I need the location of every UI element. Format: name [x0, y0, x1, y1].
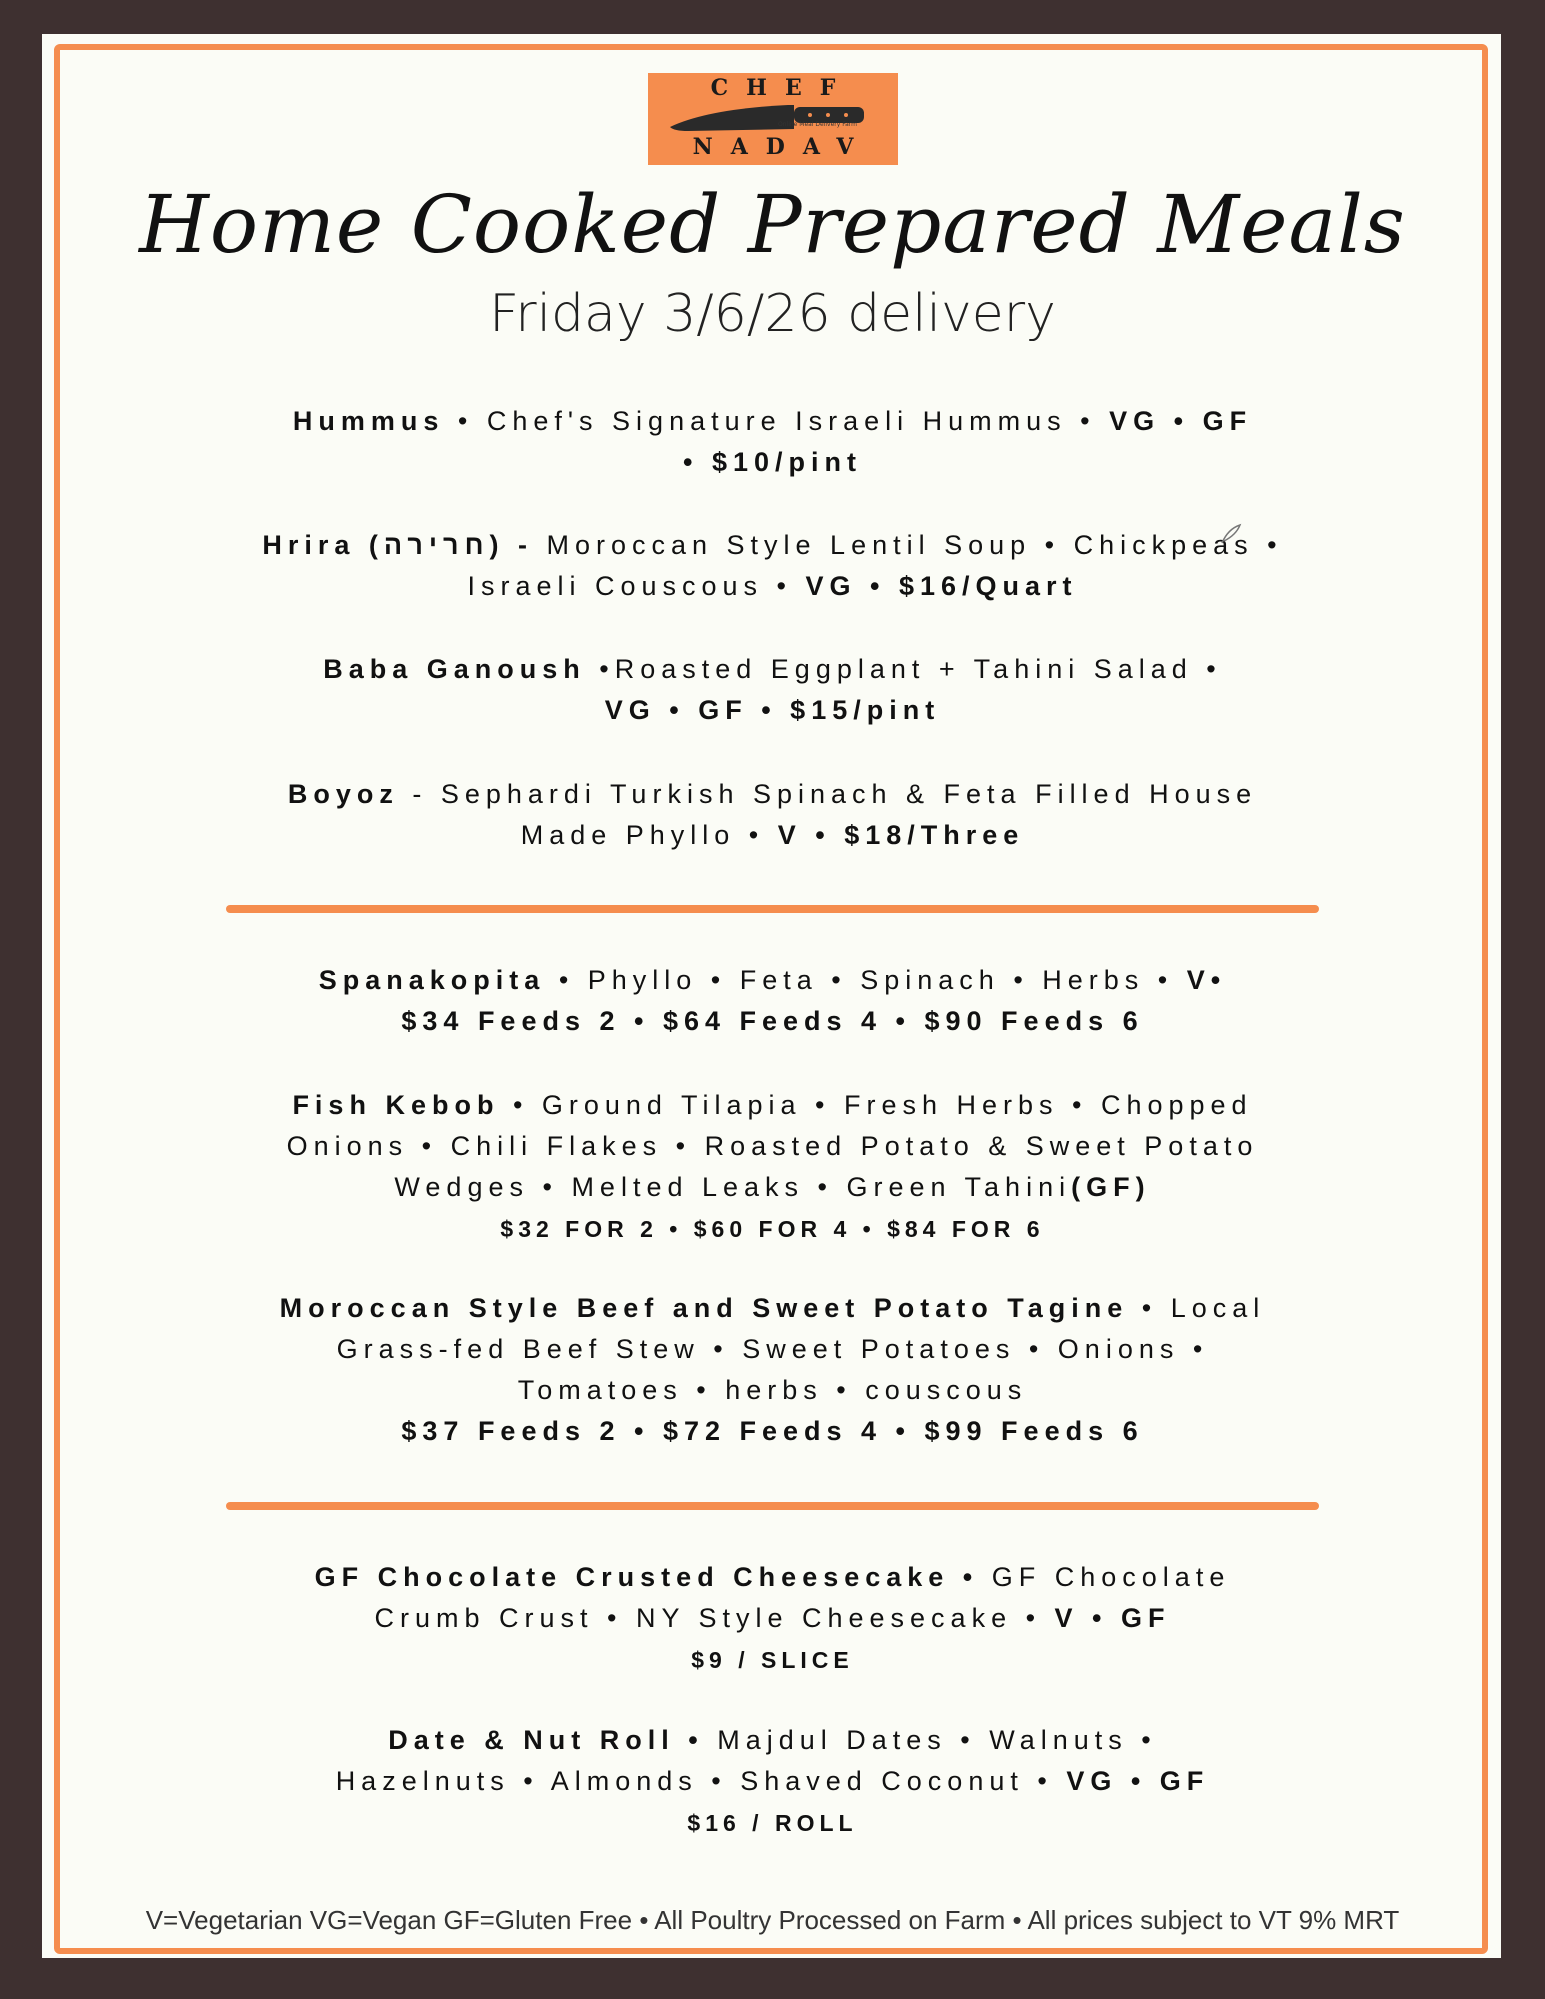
menu-item-fish-kebob	[200, 1085, 1345, 1249]
logo-bottom-text: NADAV	[692, 134, 872, 160]
item-tags: (GF)	[1071, 1172, 1151, 1202]
item-desc: Majdul Dates • Walnuts •	[703, 1725, 1157, 1755]
item-desc: Onions • Chili Flakes • Roasted Potato & Sweet Potato	[286, 1131, 1259, 1161]
item-desc: Hazelnuts • Almonds • Shaved Coconut •	[335, 1766, 1067, 1796]
delivery-date: Friday 3/6/26 delivery	[489, 284, 1056, 344]
item-desc: - Sephardi Turkish Spinach & Feta Filled House	[398, 779, 1258, 809]
item-tags: VG • GF	[1066, 1766, 1210, 1796]
item-name: Baba Ganoush	[323, 654, 586, 684]
menu-item-beef-tagine	[200, 1288, 1345, 1452]
item-price: VG • GF • $15/pint	[604, 695, 941, 725]
item-name: Hummus	[292, 406, 445, 436]
item-name: Fish Kebob	[292, 1090, 500, 1120]
item-price: $37 Feeds 2 • $72 Feeds 4 • $99 Feeds 6	[401, 1416, 1144, 1446]
item-desc: • Ground Tilapia • Fresh Herbs • Chopped	[499, 1090, 1253, 1120]
item-desc: Tomatoes • herbs • couscous	[517, 1375, 1028, 1405]
item-tags: VG • GF	[1109, 406, 1253, 436]
menu-item-hummus	[200, 401, 1345, 483]
item-desc: Crumb Crust • NY Style Cheesecake •	[374, 1603, 1055, 1633]
item-price: V • $18/Three	[777, 820, 1025, 850]
item-desc: GF Chocolate	[978, 1562, 1231, 1592]
menu-item-boyoz	[200, 774, 1345, 856]
item-desc: Made Phyllo •	[520, 820, 778, 850]
section-divider	[226, 905, 1319, 913]
item-desc: • Chef's Signature Israeli Hummus •	[444, 406, 1110, 436]
knife-icon	[668, 101, 868, 133]
item-desc: Wedges • Melted Leaks • Green Tahini	[394, 1172, 1072, 1202]
menu-item-hrira	[200, 525, 1345, 607]
feather-icon	[1218, 521, 1244, 547]
footer-legend: V=Vegetarian VG=Vegan GF=Gluten Free • All Poultry Processed on Farm • All prices subject to VT 9% MRT	[145, 1905, 1400, 1935]
item-name: Spanakopita	[318, 965, 546, 995]
item-name: Moroccan Style Beef and Sweet Potato Tagine	[279, 1293, 1129, 1323]
page-title: Home Cooked Prepared Meals	[139, 178, 1406, 271]
item-price: $34 Feeds 2 • $64 Feeds 4 • $90 Feeds 6	[401, 1006, 1144, 1036]
logo-top-text: CHEF	[710, 75, 854, 101]
item-name: Date & Nut Roll •	[388, 1725, 704, 1755]
menu-item-cheesecake	[200, 1557, 1345, 1680]
item-desc: Israeli Couscous •	[467, 571, 806, 601]
item-tags: V • GF	[1054, 1603, 1171, 1633]
logo-tagline: Online Meal Delivery Farm	[778, 121, 857, 128]
item-price: $32 FOR 2 • $60 FOR 4 • $84 FOR 6	[500, 1216, 1045, 1242]
menu-item-date-nut-roll	[200, 1720, 1345, 1843]
item-name: Boyoz	[287, 779, 399, 809]
item-price: $16 / ROLL	[687, 1810, 858, 1836]
item-name: Hrira (חרירה) -	[262, 530, 533, 560]
section-divider	[226, 1502, 1319, 1510]
item-desc: •Roasted Eggplant + Tahini Salad •	[585, 654, 1222, 684]
item-desc: Grass-fed Beef Stew • Sweet Potatoes • Onions •	[336, 1334, 1209, 1364]
item-desc: • Phyllo • Feta • Spinach • Herbs •	[545, 965, 1187, 995]
chef-nadav-logo	[648, 73, 898, 165]
menu-item-spanakopita	[200, 960, 1345, 1042]
item-price: • $10/pint	[683, 447, 862, 477]
item-price: $9 / SLICE	[691, 1647, 854, 1673]
item-price: VG • $16/Quart	[805, 571, 1078, 601]
item-name: GF Chocolate Crusted Cheesecake •	[314, 1562, 979, 1592]
item-desc: Moroccan Style Lentil Soup • Chickpeas •	[532, 530, 1283, 560]
item-desc: • Local	[1128, 1293, 1266, 1323]
menu-item-baba-ganoush	[200, 649, 1345, 731]
item-tags: V•	[1186, 965, 1227, 995]
